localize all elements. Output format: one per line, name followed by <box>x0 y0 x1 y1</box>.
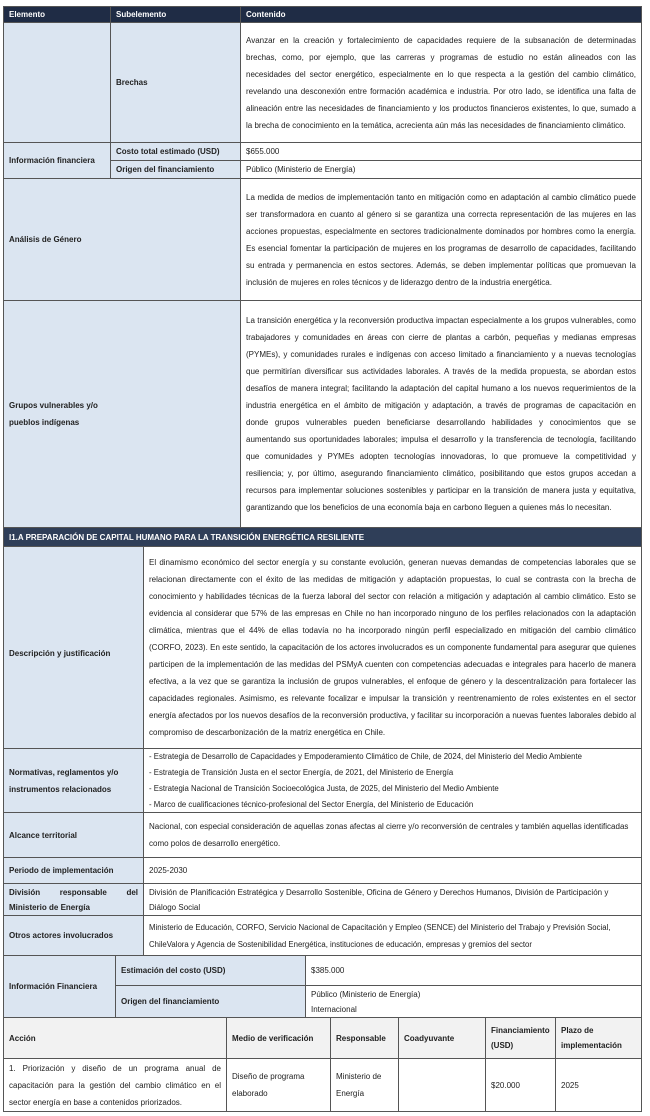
normativa-item: - Estrategia de Transición Justa en el sector Energía, de 2021, del Ministerio de Energía <box>149 767 454 777</box>
label-text: Brechas <box>116 78 148 87</box>
action-header-accion <box>3 1017 227 1059</box>
normativas-label <box>3 748 144 813</box>
periodo-content <box>143 857 642 884</box>
action-row-plazo <box>555 1058 642 1112</box>
content-text: La medida de medios de implementación tanto en mitigación como en adaptación al cambio climático puede ser transformadora en cuanto al género si se garantiza una correcta representación de las mujeres en las acciones propuestas, especialmente en sectores tradicionalmente dominados por hombres como la energía. Es esencial fomentar la participación de mujeres en los programas de desarrollo de capacidades, facilitando su entrada y permanencia en estos sectores. Además, se deben implementar políticas que promuevan la inclusión de mujeres en roles técnicos y de liderazgo dentro de la industria energética. <box>246 192 636 287</box>
value-text: Público (Ministerio de Energía) <box>246 165 356 174</box>
brechas-content <box>240 22 642 143</box>
action-header-medio <box>226 1017 331 1059</box>
normativa-item: - Marco de cualificaciones técnico-profesional del Sector Energía, del Ministerio de Educación <box>149 799 474 809</box>
origen-2-value <box>305 985 642 1018</box>
label-text: División responsable del Ministerio de Energía <box>9 887 138 912</box>
cell-text: Ministerio de Energía <box>336 1072 382 1098</box>
label-text: Otros actores involucrados <box>9 931 114 940</box>
action-row-responsable <box>330 1058 399 1112</box>
value-text: $655.000 <box>246 147 280 156</box>
origin-item: Público (Ministerio de Energía) <box>311 989 421 999</box>
normativa-item: - Estrategia de Desarrollo de Capacidades y Empoderamiento Climático de Chile, de 2024, del Ministerio del Medio Ambiente <box>149 751 582 761</box>
info-financiera-label <box>3 142 111 179</box>
section-title <box>3 527 642 547</box>
label-text: Descripción y justificación <box>9 649 111 658</box>
genero-content <box>240 178 642 301</box>
label-text: Alcance territorial <box>9 830 78 840</box>
header-label: Elemento <box>9 10 46 19</box>
cell-text: Diseño de programa elaborado <box>232 1072 305 1098</box>
normativa-item: - Estrategia Nacional de Transición Socioecológica Justa, de 2025, del Ministerio del Medio Ambiente <box>149 783 499 793</box>
header-contenido <box>240 6 642 23</box>
content-text: El dinamismo económico del sector energía y su constante evolución, generan nuevas demandas de competencias laborales que se relacionan directamente con el éxito de las medidas de mitigación y adaptación propuestas, lo cual se contrasta con la brecha de conocimiento y habilidades técnicas de la fuerza laboral del sector con relación a mitigación y adaptación al cambio climático. Esto se evidencia al considerar que 57% de las empresas en Chile no han incorporado ninguno de los perfiles relacionados con la adaptación climática, mientras que el 44% de ellas todavía no ha incorporado ningún perfil especializado en mitigación del cambio climático (CORFO, 2023). En este sentido, la capacitación de los actores involucrados es un componente fundamental para asegurar que quienes participen de la implementación de las medidas del PSMyA cuenten con competencias adecuadas e integrales para hacerlo de manera efectiva, a la vez que se garantiza la inclusión de grupos vulnerables, el enfoque de género y la descentralización para fortalecer las capacidades regionales. Asimismo, es relevante focalizar e impulsar la transición y reentrenamiento de roles existentes en el sector energía afectados por los nuevos desafíos de la reconversión productiva, y facilitar su incorporación a nuevas fuentes laborales debido al compromiso de descarbonización de la matriz energética en Chile. <box>149 558 636 737</box>
alcance-content <box>143 812 642 858</box>
division-label <box>3 883 144 916</box>
label-text: Origen del financiamiento <box>121 997 220 1006</box>
label-text: Estimación del costo (USD) <box>121 966 226 975</box>
action-row-financiamiento <box>485 1058 556 1112</box>
periodo-label <box>3 857 144 884</box>
origen-value <box>240 160 642 179</box>
alcance-label <box>3 812 144 858</box>
cell-text: 2025 <box>561 1080 579 1090</box>
label-text: Grupos vulnerables y/o pueblos indígenas <box>9 401 98 427</box>
empty-element-cell <box>3 22 111 143</box>
descripcion-label <box>3 546 144 749</box>
action-header-coadyuvante <box>398 1017 486 1059</box>
header-label: Coadyuvante <box>404 1033 455 1043</box>
header-elemento <box>3 6 111 23</box>
estimacion-label <box>115 955 306 986</box>
label-text: Información financiera <box>9 156 95 165</box>
costo-label <box>110 142 241 161</box>
header-label: Medio de verificación <box>232 1033 314 1043</box>
header-label: Subelemento <box>116 10 167 19</box>
header-subelemento <box>110 6 241 23</box>
division-content <box>143 883 642 916</box>
label-text: Costo total estimado (USD) <box>116 147 220 156</box>
value-text: $385.000 <box>311 966 345 975</box>
label-text: Origen del financiamiento <box>116 165 215 174</box>
action-row-medio <box>226 1058 331 1112</box>
cell-text: 1. Priorización y diseño de un programa anual de capacitación para la gestión del cambio climático en el sector energía en base a contenidos priorizados. <box>9 1063 221 1107</box>
origin-item: Internacional <box>311 1004 357 1014</box>
content-text: 2025-2030 <box>149 866 188 875</box>
otros-content <box>143 915 642 956</box>
normativas-content <box>143 748 642 813</box>
cell-text: $20.000 <box>491 1080 520 1090</box>
brechas-label <box>110 22 241 143</box>
header-label: Contenido <box>246 10 286 19</box>
action-row-coadyuvante <box>398 1058 486 1112</box>
info-financiera-2-label <box>3 955 116 1018</box>
content-text: Nacional, con especial consideración de aquellas zonas afectas al cierre y/o reconversión de centrales y también aquellas identificadas como polos de desarrollo energético. <box>149 822 629 848</box>
costo-value <box>240 142 642 161</box>
header-label: Responsable <box>336 1033 386 1043</box>
label-text: Análisis de Género <box>9 235 82 244</box>
otros-label <box>3 915 144 956</box>
genero-label <box>3 178 241 301</box>
label-text: Periodo de implementación <box>9 866 114 875</box>
descripcion-content <box>143 546 642 749</box>
origen-label <box>110 160 241 179</box>
content-text: División de Planificación Estratégica y Desarrollo Sostenible, Oficina de Género y Derechos Humanos, División de Participación y Diálogo Social <box>149 887 609 912</box>
action-header-financiamiento <box>485 1017 556 1059</box>
action-header-responsable <box>330 1017 399 1059</box>
header-label: Financiamiento (USD) <box>491 1026 550 1050</box>
content-text: Avanzar en la creación y fortalecimiento de capacidades requiere de la subsanación de determinadas brechas, como, por ejemplo, que las carreras y programas de estudio no están alineados con las necesidades del sector energético, especialmente en lo que respecta a la gestión del cambio climático, revelando una desconexión entre formación académica e industria. Por otro lado, se identifica una falta de alineación entre las necesidades de financiamiento y los productos financieros existentes, lo que, sumado a la brecha de conocimiento en la temática, acrecienta aún más las necesidades de financiamiento climático. <box>246 35 636 130</box>
vulnerables-content <box>240 300 642 528</box>
label-text: Normativas, reglamentos y/o instrumentos relacionados <box>9 767 119 794</box>
header-label: Plazo de implementación <box>561 1026 622 1050</box>
action-row-accion <box>3 1058 227 1112</box>
content-text: La transición energética y la reconversión productiva impactan especialmente a los grupos vulnerables, como trabajadores y comunidades en áreas con cierre de plantas a carbón, pequeñas y medianas empresas (PYMEs), y comunidades rurales e indígenas con acceso limitado a financiamiento y a nuevas tecnologías que permitirían diversificar sus actividades laborales. A través de la medida propuesta, se abordan estos desafíos de manera integral; facilitando la adaptación del capital humano a los nuevos requerimientos de la industria energética en el ámbito de mitigación y adaptación, a través de programas de capacitación en donde grupos vulnerables pueden beneficiarse desarrollando habilidades y conocimientos que se aumentando sus oportunidades laborales; impulsa el desarrollo y la transferencia de tecnología, facilitando que comunidades y PYMEs adopten tecnologías innovadoras, lo que promueve la competitividad y resiliencia; y, por último, asegurando financiamiento climático, posibilitando que estos grupos accedan a recursos para implementar soluciones sostenibles y participar en la transición de manera justa y equitativa, garantizando que los beneficios de una economía baja en carbono lleguen a quienes más lo necesitan. <box>246 316 636 512</box>
estimacion-value <box>305 955 642 986</box>
action-header-plazo <box>555 1017 642 1059</box>
content-text: Ministerio de Educación, CORFO, Servicio Nacional de Capacitación y Empleo (SENCE) del Ministerio del Trabajo y Previsión Social, ChileValora y Agencia de Sostenibilidad Energética, instituciones de educación, empresas y gremios del sector <box>149 922 611 949</box>
origen-2-label <box>115 985 306 1018</box>
vulnerables-label <box>3 300 241 528</box>
label-text: Información Financiera <box>9 982 98 991</box>
header-label: Acción <box>9 1033 36 1043</box>
section-title-text: I1.A PREPARACIÓN DE CAPITAL HUMANO PARA LA TRANSICIÓN ENERGÉTICA RESILIENTE <box>9 532 365 542</box>
